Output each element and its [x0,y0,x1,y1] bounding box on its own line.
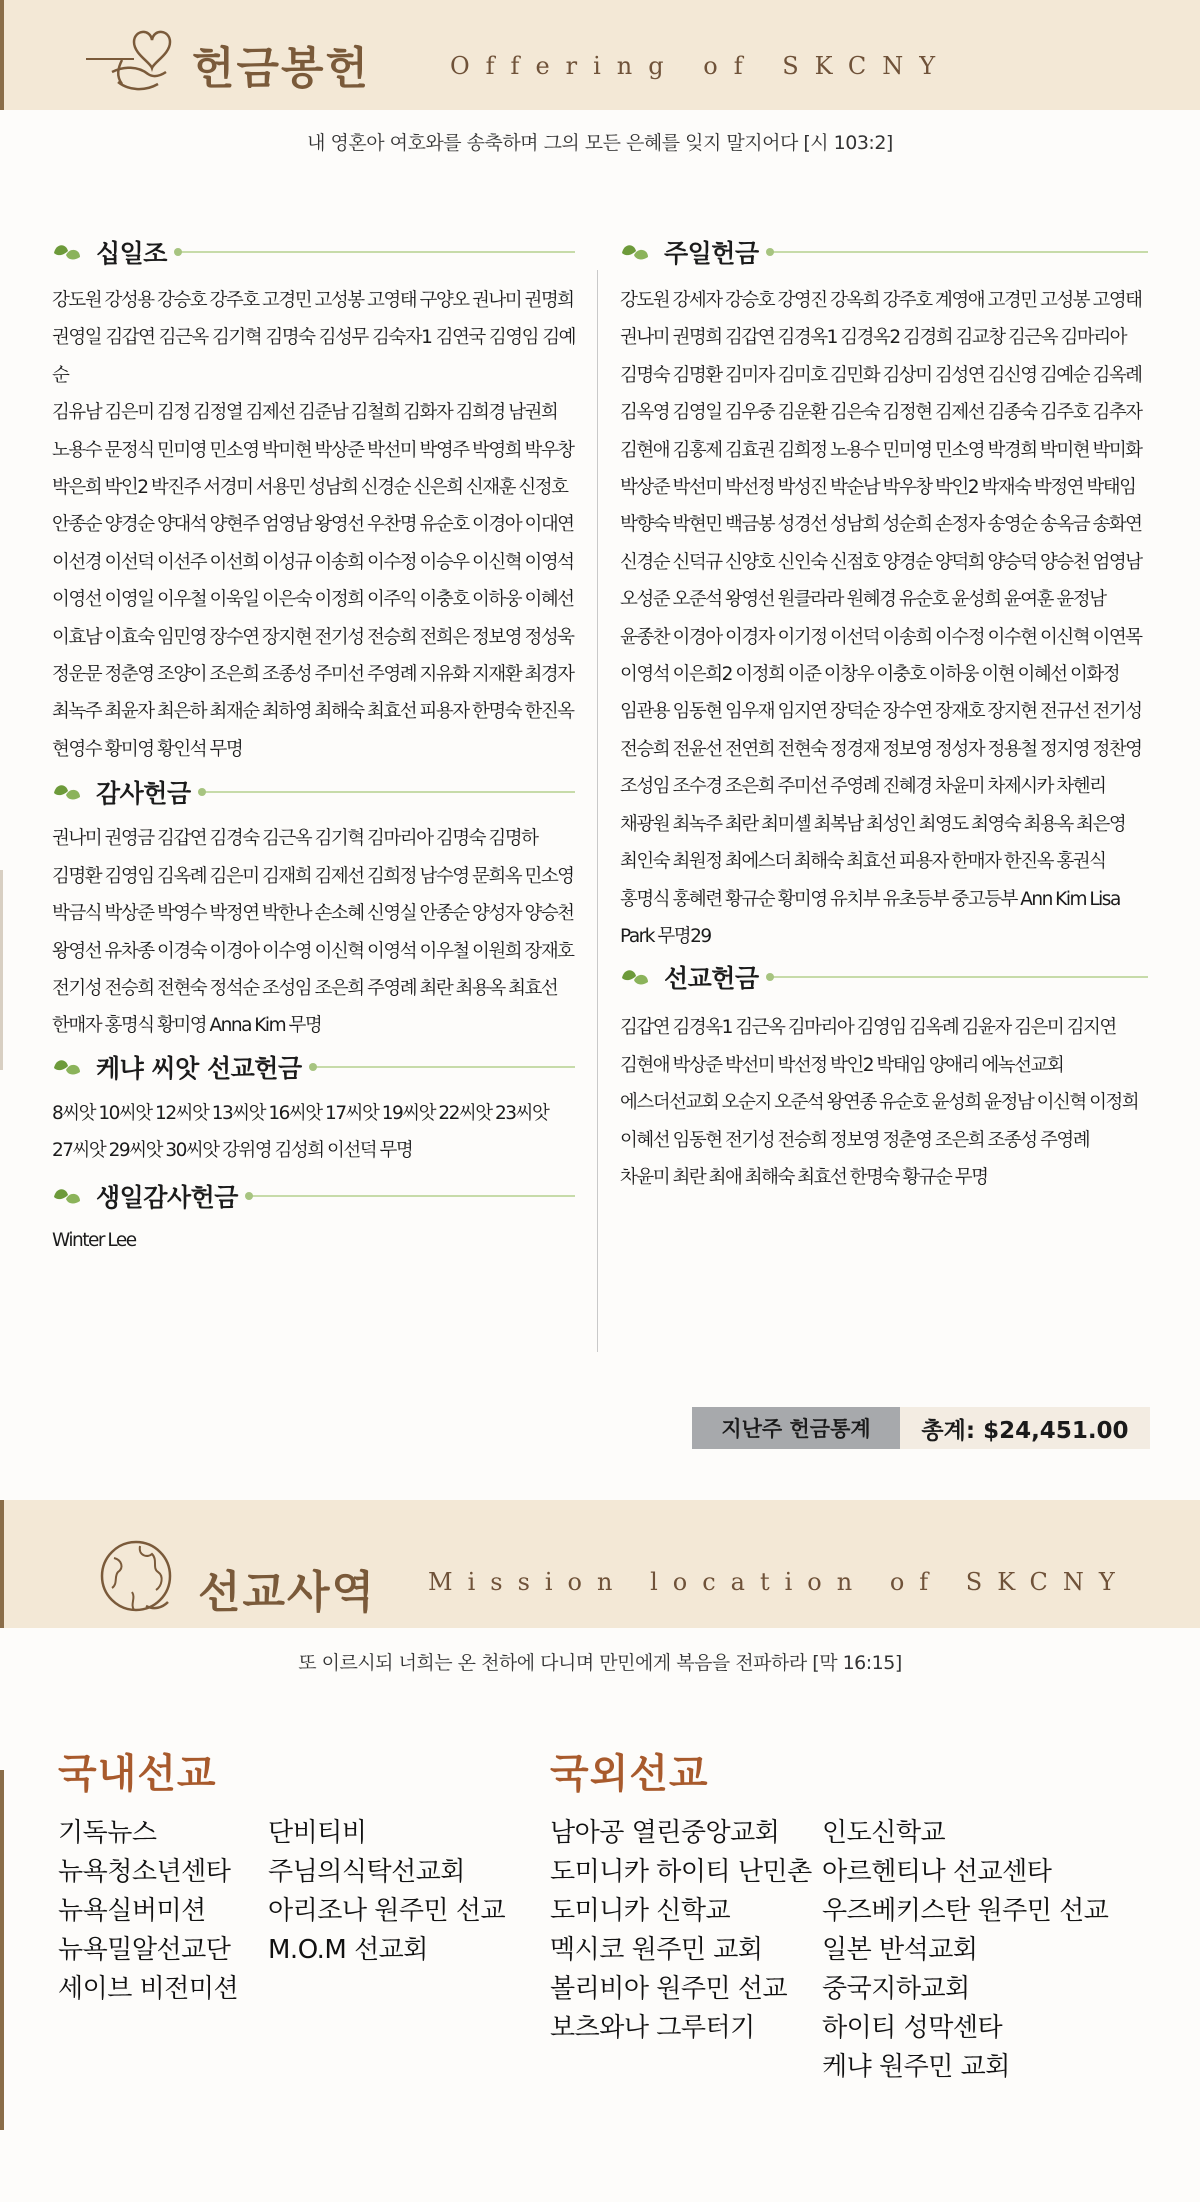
section-title-birthday: 생일감사헌금 [96,1182,238,1212]
name-line: 박상준 박선미 박선정 박성진 박순남 박우창 박인2 박재숙 박정연 박태임 [620,477,1136,499]
leaf-icon [52,781,82,803]
name-line: 8씨앗 10씨앗 12씨앗 13씨앗 16씨앗 17씨앗 19씨앗 22씨앗 23씨앗 [52,1102,549,1124]
name-line: 에스더선교회 오순지 오준석 왕연종 유순호 윤성희 윤정남 이신혁 이정희 [620,1092,1139,1114]
name-line: 박금식 박상준 박영수 박정연 박한나 손소혜 신영실 안종순 양성자 양승천 [52,903,574,925]
offering-left-column [52,232,575,1259]
thanks-names [52,820,575,1044]
sunday-names [620,282,1148,955]
name-line: 김명숙 김명환 김미자 김미호 김민화 김상미 김성연 김신영 김예순 김옥례 [620,364,1142,386]
name-line: 권영일 김갑연 김근옥 김기혁 김명숙 김성무 김숙자1 김연국 김영임 김예순 [52,327,575,386]
offering-title: 헌금봉헌 [192,43,371,94]
offering-right-column [620,232,1148,1196]
section-title-missions: 선교헌금 [664,964,759,994]
tithe-names [52,282,575,768]
section-divider [201,791,575,793]
name-line: 홍명식 홍혜련 황규순 황미영 유치부 유초등부 중고등부 Ann Kim Lisa [620,888,1120,910]
domestic-mission-title: 국내선교 [58,1751,217,1797]
name-line: 김현애 김홍제 김효권 김희정 노용수 민미영 민소영 박경희 박미현 박미화 [620,439,1142,461]
globe-icon [96,1536,182,1622]
mission-item: 하이티 성막센타 [822,2013,1003,2043]
mission-item: M.O.M 선교회 [268,1935,428,1965]
leaf-icon [52,1185,82,1207]
mission-item: 우즈베키스탄 원주민 선교 [822,1896,1109,1926]
mission-item: 남아공 열린중앙교회 [550,1818,780,1848]
offering-subtitle: Offering of SKCNY [450,52,952,80]
name-line: 김명환 김영임 김옥례 김은미 김재희 김제선 김희정 남수영 문희옥 민소영 [52,865,574,887]
name-line: 신경순 신덕규 신양호 신인숙 신점호 양경순 양덕희 양승덕 양승천 엄영남 [620,551,1142,573]
overseas-mission-title: 국외선교 [550,1751,709,1797]
name-line: 이선경 이선덕 이선주 이선희 이성규 이송희 이수정 이승우 이신혁 이영석 [52,551,574,573]
mission-item: 단비티비 [268,1818,367,1848]
name-line: 임관용 임동현 임우재 임지연 장덕순 장수연 장재호 장지현 전규선 전기성 [620,701,1142,723]
name-line: 최녹주 최윤자 최은하 최재순 최하영 최해숙 최효선 피용자 한명숙 한진옥 [52,701,574,723]
mission-item: 일본 반석교회 [822,1935,978,1965]
mission-item: 뉴욕밀알선교단 [58,1935,231,1965]
leaf-icon [52,241,82,263]
mission-item: 아리조나 원주민 선교 [268,1896,506,1926]
name-line: 채광원 최녹주 최란 최미셸 최복남 최성인 최영도 최영숙 최용옥 최은영 [620,813,1126,835]
section-divider [312,1066,575,1068]
name-line: 왕영선 유차종 이경숙 이경아 이수영 이신혁 이영석 이우철 이원희 장재호 [52,940,574,962]
leaf-icon [620,241,650,263]
section-header-thanks [52,772,575,812]
name-line: 김옥영 김영일 김우중 김운환 김은숙 김정현 김제선 김종숙 김주호 김추자 [620,402,1142,424]
domestic-mission-list-1 [58,1814,238,2009]
page-edge-accent [0,870,3,1070]
mission-verse: 또 이르시되 너희는 온 천하에 다니며 만민에게 복음을 전파하라 [막 16:15] [298,1652,902,1674]
name-line: 김갑연 김경옥1 김근옥 김마리아 김영임 김옥례 김윤자 김은미 김지연 [620,1017,1116,1039]
name-line: 김현애 박상준 박선미 박선정 박인2 박태임 양애리 에녹선교회 [620,1054,1064,1076]
mission-item: 세이브 비전미션 [58,1974,239,2004]
mission-item: 도미니카 신학교 [550,1896,731,1926]
name-line: 최인숙 최원정 최에스더 최해숙 최효선 피용자 한매자 한진옥 홍권식 [620,851,1106,873]
mission-item: 보츠와나 그루터기 [550,2013,755,2043]
section-divider [248,1195,575,1197]
name-line: Winter Lee [52,1229,136,1251]
name-line: 27씨앗 29씨앗 30씨앗 강위영 김성희 이선덕 무명 [52,1140,413,1162]
kenya-names [52,1095,575,1170]
section-header-birthday [52,1176,575,1216]
name-line: 강도원 강성용 강승호 강주호 고경민 고성봉 고영태 구양오 권나미 권명희 [52,290,574,311]
name-line: 권나미 권영금 김갑연 김경숙 김근옥 김기혁 김마리아 김명숙 김명하 [52,828,538,850]
heart-hands-icon [82,20,178,100]
name-line: 박향숙 박현민 백금봉 성경선 성남희 성순희 손정자 송영순 송옥금 송화연 [620,514,1142,536]
name-line: 윤종찬 이경아 이경자 이기정 이선덕 이송희 이수정 이수현 이신혁 이연목 [620,626,1142,648]
page-edge-accent [0,1770,4,2130]
mission-item: 주님의식탁선교회 [268,1857,465,1887]
overseas-mission-list-2 [822,1814,1108,2087]
name-line: 차윤미 최란 최애 최해숙 최효선 한명숙 황규순 무명 [620,1166,988,1188]
mission-item: 케냐 원주민 교회 [822,2052,1010,2082]
name-line: 이효남 이효숙 임민영 장수연 장지현 전기성 전승희 전희은 정보영 정성욱 [52,626,574,648]
section-title-tithe: 십일조 [96,239,167,268]
leaf-icon [52,1056,82,1078]
section-divider [177,251,575,253]
leaf-icon [620,966,650,988]
weekly-stats-total: 총계: $24,451.00 [900,1407,1150,1449]
mission-item: 인도신학교 [822,1818,946,1848]
section-title-kenya: 케냐 씨앗 선교헌금 [96,1053,302,1083]
mission-item: 기독뉴스 [58,1818,157,1848]
mission-item: 뉴욕실버미션 [58,1896,206,1926]
name-line: Park 무명29 [620,925,711,947]
section-divider [769,976,1148,978]
mission-item: 중국지하교회 [822,1974,970,2004]
section-divider [769,251,1148,253]
overseas-mission-list-1 [550,1814,812,2048]
weekly-stats-label: 지난주 헌금통계 [692,1407,900,1449]
logo-underline [86,58,134,60]
section-header-tithe [52,232,575,272]
section-header-missions [620,957,1148,997]
name-line: 전승희 전윤선 전연희 전현숙 정경재 정보영 정성자 정용철 정지영 정찬영 [620,738,1142,760]
name-line: 안종순 양경순 양대석 양현주 엄영남 왕영선 우찬명 유순호 이경아 이대연 [52,514,574,536]
name-line: 권나미 권명희 김갑연 김경옥1 김경옥2 김경희 김교창 김근옥 김마리아 [620,327,1126,349]
name-line: 이영석 이은희2 이정희 이준 이창우 이충호 이하웅 이현 이혜선 이화정 [620,664,1120,686]
domestic-mission-list-2 [268,1814,505,1970]
mission-item: 뉴욕청소년센타 [58,1857,231,1887]
name-line: 이영선 이영일 이우철 이욱일 이은숙 이정희 이주익 이충호 이하웅 이혜선 [52,589,574,611]
name-line: 노용수 문정식 민미영 민소영 박미현 박상준 박선미 박영주 박영희 박우창 [52,439,574,461]
banner-edge [0,1500,4,1628]
banner-edge [0,0,4,110]
name-line: 박은희 박인2 박진주 서경미 서용민 성남희 신경순 신은희 신재훈 신정호 [52,477,568,499]
name-line: 현영수 황미영 황인석 무명 [52,738,243,760]
section-header-sunday [620,232,1148,272]
missions-names [620,1009,1148,1196]
mission-title: 선교사역 [198,1567,377,1618]
offering-verse: 내 영혼아 여호와를 송축하며 그의 모든 은혜를 잊지 말지어다 [시 103:2] [307,132,893,154]
mission-item: 도미니카 하이티 난민촌 [550,1857,812,1887]
column-divider [597,270,598,1352]
name-line: 오성준 오준석 왕영선 원클라라 원혜경 유순호 윤성희 윤여훈 윤정남 [620,589,1106,611]
name-line: 한매자 홍명식 황미영 Anna Kim 무명 [52,1015,322,1037]
name-line: 전기성 전승희 전현숙 정석순 조성임 조은희 주영례 최란 최용옥 최효선 [52,977,558,999]
name-line: 김유남 김은미 김정 김정열 김제선 김준남 김철희 김화자 김희경 남권희 [52,402,558,424]
section-header-kenya [52,1047,575,1087]
section-title-sunday: 주일헌금 [664,239,759,268]
mission-item: 볼리비아 원주민 선교 [550,1974,788,2004]
mission-item: 아르헨티나 선교센타 [822,1857,1052,1887]
name-line: 이혜선 임동현 전기성 전승희 정보영 정춘영 조은희 조종성 주영례 [620,1129,1090,1151]
name-line: 정운문 정춘영 조양이 조은희 조종성 주미선 주영례 지유화 지재환 최경자 [52,664,574,686]
birthday-names [52,1222,575,1259]
section-title-thanks: 감사헌금 [96,779,191,809]
mission-subtitle: Mission location of SKCNY [428,1568,1130,1596]
mission-item: 멕시코 원주민 교회 [550,1935,763,1965]
name-line: 조성임 조수경 조은희 주미선 주영례 진혜경 차윤미 차제시카 차헨리 [620,776,1106,798]
name-line: 강도원 강세자 강승호 강영진 강옥희 강주호 계영애 고경민 고성봉 고영태 [620,290,1142,311]
